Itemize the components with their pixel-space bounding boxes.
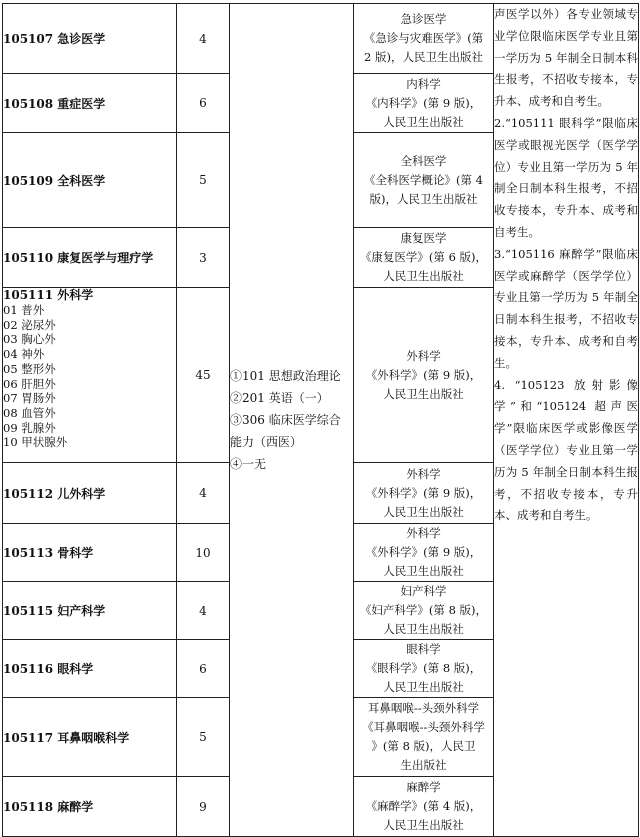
enrollment-count: 6 — [177, 640, 230, 698]
major-name: 105109 全科医学 — [3, 133, 177, 228]
exam-subjects-cell — [230, 4, 354, 837]
exam-subject: 能力（西医） — [230, 435, 303, 449]
enrollment-count: 4 — [177, 463, 230, 524]
major-name: 105118 麻醉学 — [3, 777, 177, 837]
reference-book: 外科学 《外科学》(第 9 版)， 人民卫生出版社 — [354, 524, 494, 582]
major-name: 105107 急诊医学 — [3, 4, 177, 74]
enrollment-count: 3 — [177, 228, 230, 288]
subfield: 05 整形外 — [3, 361, 56, 376]
subfield: 01 普外 — [3, 303, 45, 317]
reference-book: 耳鼻咽喉--头颈外科学 《耳鼻咽喉--头颈外科学 》(第 8 版)，人民卫 生出版社 — [354, 698, 494, 777]
subfield: 09 乳腺外 — [3, 420, 56, 435]
reference-book: 妇产科学 《妇产科学》(第 8 版)， 人民卫生出版社 — [354, 582, 494, 640]
subfield: 03 胸心外 — [3, 332, 56, 347]
major-name: 105110 康复医学与理疗学 — [3, 228, 177, 288]
remark-item: 2.“105111 眼科学”限临床医学或眼视光医学（医学学位）专业且第一学历为 5 年制全日制本科生报考，不招收专接本，专升本、成考和自考生。 — [494, 115, 638, 239]
major-name: 105113 骨科学 — [3, 524, 177, 582]
enrollment-count: 9 — [177, 777, 230, 837]
enrollment-count: 45 — [177, 288, 230, 463]
reference-book: 外科学 《外科学》(第 9 版)， 人民卫生出版社 — [354, 288, 494, 463]
enrollment-table — [2, 3, 639, 837]
exam-subject: ②201 英语（一） — [230, 391, 329, 405]
major-name: 105112 儿外科学 — [3, 463, 177, 524]
subfield: 06 肝胆外 — [3, 376, 56, 391]
subfield: 10 甲状腺外 — [3, 435, 68, 450]
exam-subject: ③306 临床医学综合 — [230, 413, 341, 427]
remark-item: 声医学以外）各专业领域专业学位限临床医学专业且第一学历为 5 年制全日制本科生报考，不招收专接本，专升本、成考和自考生。 — [494, 7, 638, 109]
major-name: 105116 眼科学 — [3, 640, 177, 698]
remarks-cell — [494, 4, 639, 837]
remark-item: 4. “105123 放射影像学”和“105124 超声医学”限临床医学或影像医学（医学学位）专业且第一学历为 5 年制全日制本科生报考，不招收专接本，专升本、成考和自考生。 — [494, 377, 638, 523]
reference-book: 外科学 《外科学》(第 9 版)， 人民卫生出版社 — [354, 463, 494, 524]
reference-book: 眼科学 《眼科学》(第 8 版)， 人民卫生出版社 — [354, 640, 494, 698]
major-with-subfields — [3, 288, 177, 463]
enrollment-count: 6 — [177, 74, 230, 133]
enrollment-count: 4 — [177, 4, 230, 74]
exam-subject: ④一无 — [230, 457, 267, 471]
major-name: 105111 外科学 — [3, 288, 94, 302]
subfield: 07 胃肠外 — [3, 391, 56, 406]
reference-book: 全科医学 《全科医学概论》(第 4 版)，人民卫生出版社 — [354, 133, 494, 228]
enrollment-count: 5 — [177, 133, 230, 228]
reference-book: 急诊医学 《急诊与灾难医学》(第 2 版)，人民卫生出版社 — [354, 4, 494, 74]
table-row — [3, 4, 639, 74]
remark-item: 3.“105116 麻醉学”限临床医学或麻醉学（医学学位）专业且第一学历为 5 年制全日制本科生报考，不招收专接本，专升本、成考和自考生。 — [494, 246, 638, 370]
enrollment-count: 4 — [177, 582, 230, 640]
major-name: 105117 耳鼻咽喉科学 — [3, 698, 177, 777]
exam-subject: ①101 思想政治理论 — [230, 369, 341, 383]
major-name: 105108 重症医学 — [3, 74, 177, 133]
subfield: 08 血管外 — [3, 405, 56, 420]
enrollment-count: 10 — [177, 524, 230, 582]
subfield: 04 神外 — [3, 347, 45, 362]
major-name: 105115 妇产科学 — [3, 582, 177, 640]
enrollment-count: 5 — [177, 698, 230, 777]
reference-book: 麻醉学 《麻醉学》(第 4 版)， 人民卫生出版社 — [354, 777, 494, 837]
reference-book: 内科学 《内科学》(第 9 版)， 人民卫生出版社 — [354, 74, 494, 133]
subfield: 02 泌尿外 — [3, 317, 56, 332]
reference-book: 康复医学 《康复医学》(第 6 版)， 人民卫生出版社 — [354, 228, 494, 288]
